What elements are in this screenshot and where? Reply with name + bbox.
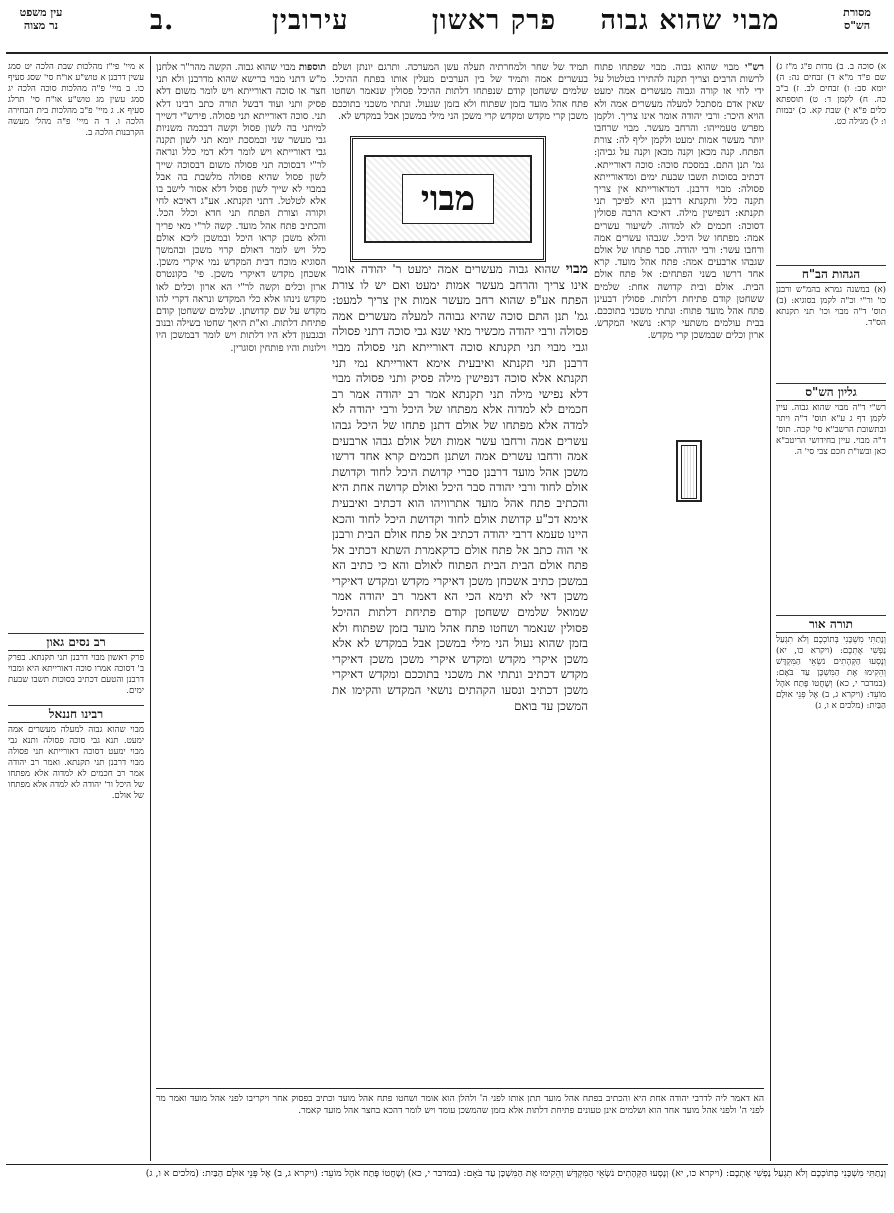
inset-ornament xyxy=(676,440,702,502)
chapter-label: פרק ראשון xyxy=(431,5,557,36)
bottom-commentary xyxy=(156,1094,764,1160)
hagahot-text: (א) במשנה גמרא בהמ"ש ורבנן כו' ור"י וכ"ה לקמן בסוגיא: (ב) תוס' ד"ה מבוי וכו' תני תקנתא הס"ד. xyxy=(776,285,886,328)
rashi-column xyxy=(594,62,764,1082)
masoret-text: א) סוכה ב. ב) מדות פ"ג מ"ז ג) שם פ"ד מ"א ד) זבחים נה: ה) יומא סב: ו) זבחים לב. ז) ב"ב כה. ח) לקמן ד: ט) תוספתא כלים פ"א י) שבת קא. כ) יבמות ו: ל) מגילה כט. xyxy=(776,62,886,127)
mishna-opening-word: מבוי xyxy=(565,262,588,277)
rav-nissim-text: פרק ראשון מבוי דרבנן תני תקנתא. בפרק ב' דסוכה אמרו סוכה דאורייתא היא ומבוי דרבנן והטעם דכתיב בסוכות תשבו שבעת ימים. xyxy=(8,653,144,696)
header-rule xyxy=(6,52,888,54)
torah-or-text: וְנָתַתִּי מִשְׁכָּנִי בְּתוֹכְכֶם וְלֹא תִגְעַל נַפְשִׁי אֶתְכֶם: (ויקרא כו, יא) וְנָסְעוּ הַקְּהָתִים נֹשְׂאֵי הַמִּקְדָּשׁ וְהֵקִימוּ אֶת הַמִּשְׁכָּן עַד בֹּאָם: (במדבר י, כא) וְשָׁחֲטוֹ פֶּתַח אֹהֶל מוֹעֵד: (ויקרא ג, ב) אֶל פְּנֵי אוּלָם הַבַּיִת: (מלכים א ו, ג) xyxy=(776,635,886,711)
masoret-notes xyxy=(776,62,886,252)
hagahot-section xyxy=(776,262,886,372)
tosafot-text: מבוי שהוא גבוה. הקשה מהר"ר אלחנן מ"ש דתני מבוי ברישא שהוא מדרבנן ולא תני חצר או סוכה דאורייתא ויש לומר משום דלא פסיק ותני ועוד דבשל תורה כתב רבינו דלא תני. סוכה דאורייתא תני פסולה. פירש"י דשייך למיתני בה לשון פסול וקשה דבכמה משניות גבי מעשר שני ובמסכת יומא תני לשון תקנה גבי דאורייתא ויש לומר דלא דמי כלל ונראה לר"י דבסוכה תני פסולה משום דבסוכה שייך לשון פסול שהיא פסולה מלשבת בה אבל במבוי לא שייך לשון פסול דלא אסור לישב בו אלא לטלטל. דתני תקנתא. אע"ג דאיכא לחי וקורה וצורת הפתח תני חדא וכלל הכל. והכתיב פתח אהל מועד. קשה לר"י מאי פריך והלא משכן קראו היכל ובמשכן ליכא אולם כלל ויש לומר דאולם קרוי משכן ובהמשך הסוגיא מוכח דבית המקדש נמי איקרי משכן. אשכחן מקדש דאיקרי משכן. פי' בקונטרס ארון וכלים וקשה לר"י הא ארון וכלים לאו מקדש נינהו אלא כלי המקדש ונראה דקרי להו מקדש על שם קדושתן. שלמים ששחטן קודם פתיחת דלתות. וא"ת היאך שחטו בשילה ובנוב ובגבעון דלא היו דלתות ויש לומר דבמשכן היו וילונות והיו פותחין וסוגרין. xyxy=(156,62,326,354)
ein-mishpat-notes xyxy=(8,62,144,247)
footer-rule xyxy=(6,1164,888,1165)
frame-pattern xyxy=(364,155,531,243)
tosafot-title: תוספות xyxy=(298,62,326,73)
torah-or-title: תורה אור xyxy=(776,615,886,633)
masoret-heading: מסורת הש"ס xyxy=(843,6,871,32)
gemara-body: שהוא גבוה מעשרים אמה ימעט ר' יהודה אומר אינו צריך והרחב מעשר אמות ימעט ואם יש לו צורת הפתח אע"פ שהוא רחב מעשר אמות אין צריך למעט: גמ' תנן התם סוכה שהיא גבוהה למעלה מעשרים אמה פסולה ורבי יהודה מכשיר מאי שנא גבי סוכה דתני פסולה וגבי מבוי תני תקנתא סוכה דאורייתא תני פסולה מבוי דרבנן תני תקנתא ואיבעית אימא דאורייתא נמי תני תקנתא אלא סוכה דנפישין מילה פסיק ותני פסולה מבוי דלא נפישי מילה תני תקנתא אמר רב יהודה אמר רב חכמים לא למדוה אלא מפתחו של היכל ורבי יהודה לא למדה אלא מפתחו של אולם דתנן פתחו של היכל גבהו עשרים אמה ורחבו עשר אמות ושל אולם גבהו ארבעים אמה ורחבו עשרים אמה ושתנן חכמים קרא אחד דרשו משכן אהל מועד דרבנן סברי קדושת היכל לחוד וקדושת אולם לחוד ורבי יהודה סבר היכל ואולם קדושה אחת היא והכתיב פתח אהל מועד אתרוויהו הוא דכתיב ואיבעית אימא דכ"ע קדושת אולם לחוד וקדושת היכל לחוד והכא היינו טעמא דרבי יהודה דכתיב אל פתח אולם הבית ורבנן אי הוה כתב אל פתח אולם כדקאמרת השתא דכתיב אל פתח אולם הבית הבית הפתוח לאולם והא כי כתיב הא במשכן כתיב אשכחן משכן דאיקרי מקדש ומקדש דאיקרי משכן דאי לא תימא הכי הא דאמר רב יהודה אמר שמואל שלמים ששחטן קודם פתיחת דלתות ההיכל פסולין שנאמר ושחטו פתח אהל מועד בזמן שפתוח ולא בזמן שהוא נעול הני מילי במשכן אבל במקדש לא אלא משכן איקרי מקדש ומקדש איקרי משכן משכן דאיקרי מקדש דכתיב ונתתי את משכני בתוככם ומקדש דאיקרי משכן דכתיב ונסעו הקהתים נושאי המקדש והקימו את המשכן עד בואם xyxy=(332,262,588,713)
bottom-rule xyxy=(156,1088,764,1089)
rabbenu-chananel-title: רבינו חננאל xyxy=(8,705,144,723)
ornamental-frame xyxy=(350,136,546,262)
rabbenu-chananel-text: מבוי שהוא גבוה למעלה מעשרים אמה ימעט. תנא גבי סוכה פסולה ותנא גבי מבוי ימעט דסוכה דאורייתא תני פסולה מבוי דרבנן תני תקנתא. ואמר רב יהודה אמר רב חכמים לא למדוה אלא מפתחו של היכל ור' יהודה לא למדה אלא מפתחו של אולם. xyxy=(8,725,144,801)
ein-mishpat-heading: עין משפט נר מצוה xyxy=(19,6,63,32)
footer-verses xyxy=(8,1168,886,1208)
ein-mishpat-text: א מיי' פי"ז מהלכות שבת הלכה יט סמג עשין דרבנן א טוש"ע או"ח סי' שסג סעיף כו. ב מיי' פ"ה מהלכות סוכה הלכה יג סמג עשין מג טוש"ע או"ח סי' תרלג סעיף א. ג מיי' פ"ב מהלכות בית הבחירה הלכה ו. ד ה מיי' פ"ה מהל' מעשה הקרבנות הלכה ב. xyxy=(8,62,144,138)
torah-or-section xyxy=(776,612,886,1152)
chapter-name: מבוי שהוא גבוה xyxy=(600,5,780,36)
tosafot-column xyxy=(156,62,326,1082)
rav-nissim-title: רב נסים גאון xyxy=(8,633,144,651)
gilyon-text: רש"י ד"ה מבוי שהוא גבוה. עיין לקמן דף ג ע"א תוס' ד"ה ויתר ובתשובת הרשב"א סי' קכה. תוס' ד"ה מבוי. עיין בחידושי הריטב"א כאן ובשו"ת חכם צבי סי' ה. xyxy=(776,403,886,457)
gilyon-section xyxy=(776,380,886,600)
frame-opening-word: מבוי xyxy=(402,174,494,224)
rashi-text: מבוי שהוא גבוה. מבוי שפתחו פתוח לרשות הרבים וצריך תקנה להתירו בטלטול על ידי לחי או קורה וגבוה מעשרים אמה ימעט שאין אדם מסתכל למעלה מעשרים אמה ולא הויא היכר: ורבי יהודה אומר אינו צריך. ולקמן מפרש טעמייהו: והרחב מעשר. מבוי שרחבו יותר מעשר אמות ימעט ולקמן יליף לה: צורת הפתח. קנה מכאן וקנה מכאן וקנה על גביהן: גמ' תנן התם. במסכת סוכה: סוכה דאורייתא. דכתיב בסוכות תשבו שבעת ימים ומדאורייתא פסולה: מבוי דרבנן. דמדאורייתא אין צריך תקנה כלל ותקנתא דרבנן היא לפיכך תני תקנתא: דנפישין מילה. דאיכא הרבה פסולין דסוכה: חכמים לא למדוה. לשיעור עשרים אמה: מפתחו של היכל. שגבהו עשרים אמה ורחבו עשר: ורבי יהודה. סבר פתחו של אולם שגבהו ארבעים אמה: פתח אהל מועד. קרא אחד דרשו בשני הפתחים: אל פתח אולם הבית. אולם ובית קדושה אחת: שלמים ששחטן קודם פתיחת דלתות. פסולין דבעינן פתח אהל מועד פתוח: ונתתי משכני בתוככם. בבית עולמים משתעי קרא: נושאי המקדש. ארון וכלים שבמשכן קרי מקדש. xyxy=(594,62,764,342)
divider-left xyxy=(150,56,151,1161)
gilyon-title: גליון הש"ס xyxy=(776,383,886,401)
tractate-name: עירובין xyxy=(272,5,349,36)
left-margin-commentaries xyxy=(8,630,144,1150)
hagahot-title: הגהות הב"ח xyxy=(776,265,886,283)
footer-verses-text: וְנָתַתִּי מִשְׁכָּנִי בְּתוֹכְכֶם וְלֹא תִגְעַל נַפְשִׁי אֶתְכֶם: (ויקרא כו, יא) וְנָסְעוּ הַקְּהָתִים נֹשְׂאֵי הַמִּקְדָּשׁ וְהֵקִימוּ אֶת הַמִּשְׁכָּן עַד בֹּאָם: (במדבר י, כא) וְשָׁחֲטוֹ פֶּתַח אֹהֶל מוֹעֵד: (ויקרא ג, ב) אֶל פְּנֵי אוּלָם הַבַּיִת: (מלכים א ו, ג) xyxy=(145,1168,886,1179)
gemara-main-text xyxy=(332,262,588,982)
divider-right xyxy=(770,56,771,1161)
bottom-commentary-text: הא דאמר ליה לדרבי יהודה אחת היא והכתיב בפתח אהל מועד תתן אותו לפני ה' ולהלן הוא אומר ושחטו פתח אהל מועד וכתיב בפסוק אחר ויקריבו לפני אהל מועד ואמר מר לפני ה' ולפני אהל מועד אחד הוא ושלמים אינן טעונים פתיחת דלתות אלא בזמן שהמשכן עומד ויש לומר דהכא בחצר אהל מועד קאמר. xyxy=(156,1094,764,1116)
upper-center-commentary xyxy=(332,62,588,130)
rashi-title: רש"י xyxy=(744,62,764,73)
daf-number: ב. xyxy=(150,5,175,36)
upper-center-text: תמיד של שחר ולמחרתיה תעלה עשן המערכה. ותרגם יונתן ושלם בעשרים אמה ותמיד של בין הערבים מעלין אותו בפתח ההיכל. שלמים ששחטן קודם שנפתחו דלתות ההיכל פסולין שנאמר ושחטו פתח אהל מועד בזמן שפתוח ולא בזמן שנעול. ונתתי משכני בתוככם משכן קרי מקדש ומקדש קרי משכן הני מילי במשכן אבל במקדש לא. xyxy=(332,62,588,122)
